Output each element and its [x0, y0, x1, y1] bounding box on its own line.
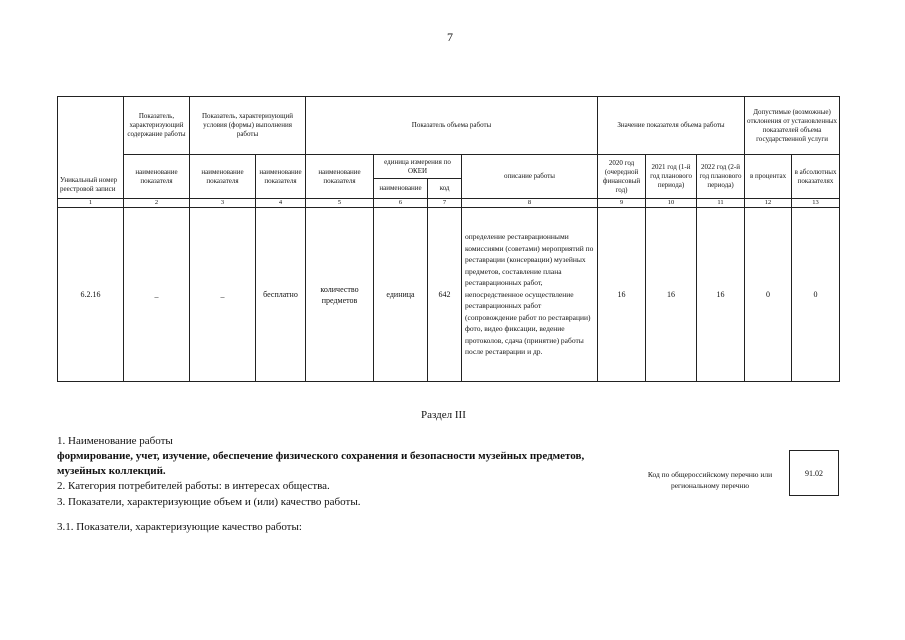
section-title: Раздел III: [421, 409, 466, 421]
cell-deviation-percent: 0: [745, 208, 792, 382]
header-work-description: описание работы: [462, 155, 598, 199]
work-name-line-2: музейных коллекций.: [57, 465, 166, 477]
column-number: 2: [124, 199, 190, 208]
header-deviations: Допустимые (возможные) отклонения от установленных показателей объема государственной услуги: [745, 97, 840, 155]
cell-description: определение реставрационными комиссиями (советами) мероприятий по реставрации (консервации) музейных предметов, составление плана реставрационных работ, непосредственное осуществление реставрационных работ (сопровождение работ по реставрации) фото, видео фиксации, ведение протоколов, сдача (принятие) работы после реставрации и др.: [462, 208, 598, 382]
cell-value-2020: 16: [598, 208, 646, 382]
cell-unit-code: 642: [428, 208, 462, 382]
column-number: 11: [697, 199, 745, 208]
column-number: 8: [462, 199, 598, 208]
header-content-indicator: Показатель, характеризующий содержание работы: [124, 97, 190, 155]
column-number: 6: [374, 199, 428, 208]
cell-content: _: [124, 208, 190, 382]
consumer-category: 2. Категория потребителей работы: в интересах общества.: [57, 480, 330, 492]
cell-conditions-2: бесплатно: [256, 208, 306, 382]
column-number: 13: [792, 199, 840, 208]
code-value: 91.02: [805, 468, 823, 478]
cell-unit-name: единица: [374, 208, 428, 382]
cell-registry-number: 6.2.16: [58, 208, 124, 382]
header-unit-code: код: [428, 179, 462, 199]
cell-value-2021: 16: [646, 208, 697, 382]
work-name-line-1: формирование, учет, изучение, обеспечение физического сохранения и безопасности музейных предметов,: [57, 450, 585, 462]
header-volume-value: Значение показателя объема работы: [598, 97, 745, 155]
column-number: 5: [306, 199, 374, 208]
header-indicator-name-1: наименование показателя: [124, 155, 190, 199]
header-unit-name: наименование: [374, 179, 428, 199]
code-box: [789, 450, 839, 496]
header-unique-number: Уникальный номер реестровой записи: [58, 97, 124, 199]
code-label: Код по общероссийскому перечню или региональному перечню: [647, 470, 773, 490]
quality-indicators-heading: 3.1. Показатели, характеризующие качество работы:: [57, 521, 302, 533]
column-number: 3: [190, 199, 256, 208]
header-indicator-name-3: наименование показателя: [256, 155, 306, 199]
header-unit-okei: единица измерения по ОКЕИ: [374, 155, 462, 179]
header-indicator-name-4: наименование показателя: [306, 155, 374, 199]
header-conditions-indicator: Показатель, характеризующий условия (формы) выполнения работы: [190, 97, 306, 155]
header-volume-indicator: Показатель объема работы: [306, 97, 598, 155]
header-indicator-name-2: наименование показателя: [190, 155, 256, 199]
header-in-percent: в процентах: [745, 155, 792, 199]
table-row: [58, 208, 840, 382]
header-year-2020: 2020 год (очередной финансовый год): [598, 155, 646, 199]
header-year-2022: 2022 год (2-й год планового периода): [697, 155, 745, 199]
cell-deviation-absolute: 0: [792, 208, 840, 382]
header-in-absolute: в абсолютных показателях: [792, 155, 840, 199]
indicators-heading: 3. Показатели, характеризующие объем и (или) качество работы.: [57, 496, 361, 508]
column-number: 9: [598, 199, 646, 208]
work-name-label: 1. Наименование работы: [57, 435, 173, 447]
work-volume-table: [57, 96, 840, 382]
header-year-2021: 2021 год (1-й год планового периода): [646, 155, 697, 199]
cell-value-2022: 16: [697, 208, 745, 382]
cell-indicator: количество предметов: [306, 208, 374, 382]
column-number: 4: [256, 199, 306, 208]
column-number: 1: [58, 199, 124, 208]
page-number: 7: [447, 30, 453, 44]
column-number: 12: [745, 199, 792, 208]
column-number: 10: [646, 199, 697, 208]
column-number: 7: [428, 199, 462, 208]
cell-conditions-1: _: [190, 208, 256, 382]
